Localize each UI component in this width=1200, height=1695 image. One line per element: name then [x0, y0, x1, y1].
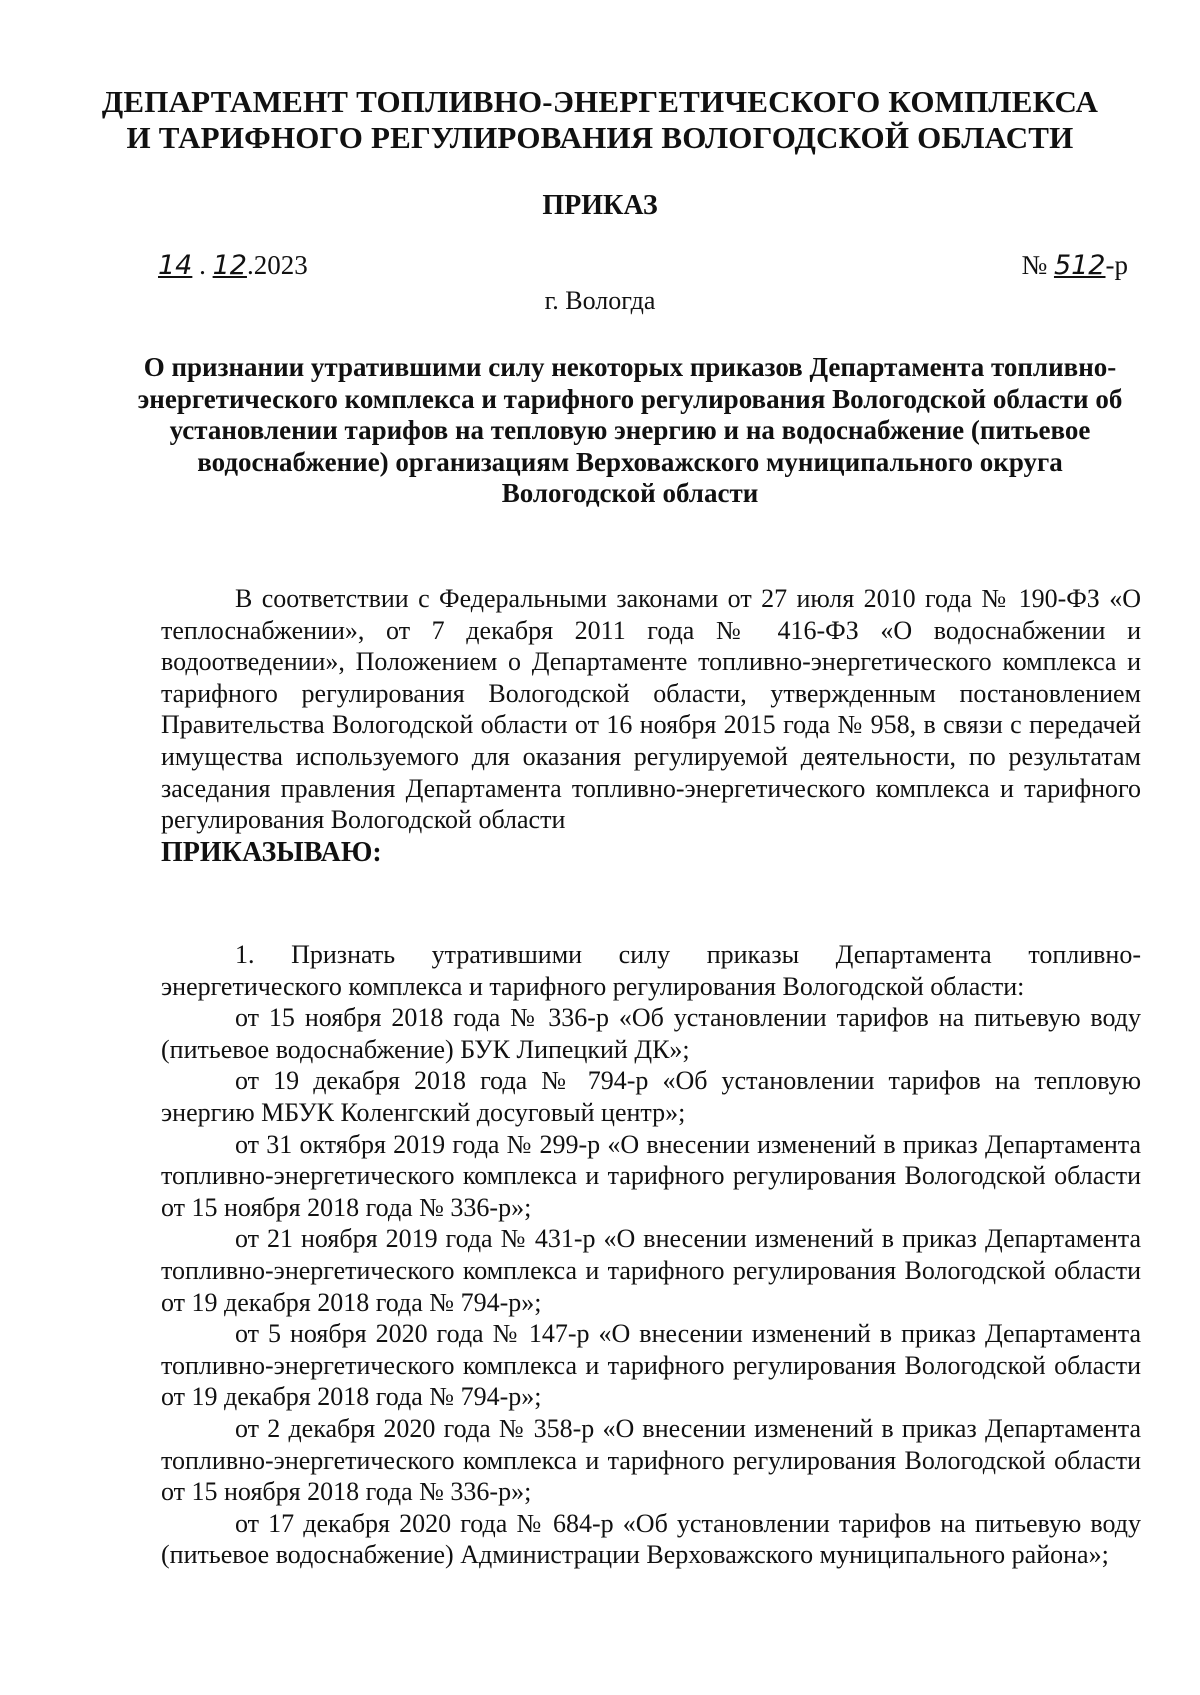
- preamble-block: [161, 583, 1141, 870]
- list-item: от 17 декабря 2020 года № 684-р «Об установлении тарифов на питьевую воду (питьевое водоснабжение) Администрации Верховажского муниципального района»;: [161, 1508, 1141, 1570]
- number-suffix: -р: [1105, 250, 1128, 280]
- order-title: О признании утратившими силу некоторых приказов Департамента топливно-энергетического комплекса и тарифного регулирования Вологодской области об установлении тарифов на тепловую энергию и на водоснабжение (питьевое водоснабжение) организациям Верховажского муниципального округа Вологодской области: [137, 352, 1123, 508]
- list-item: от 2 декабря 2020 года № 358-р «О внесении изменений в приказ Департамента топливно-энергетического комплекса и тарифного регулирования Вологодской области от 15 ноября 2018 года № 336-р»;: [161, 1413, 1141, 1507]
- date-day: 14: [158, 250, 193, 281]
- decree-word: ПРИКАЗЫВАЮ:: [161, 836, 382, 868]
- department-line-2: И ТАРИФНОГО РЕГУЛИРОВАНИЯ ВОЛОГОДСКОЙ ОБЛАСТИ: [126, 120, 1074, 155]
- date-year: .2023: [246, 250, 308, 280]
- list-item: от 5 ноября 2020 года № 147-р «О внесении изменений в приказ Департамента топливно-энергетического комплекса и тарифного регулирования Вологодской области от 19 декабря 2018 года № 794-р»;: [161, 1319, 1141, 1412]
- department-header: [0, 84, 1200, 156]
- list-item: от 21 ноября 2019 года № 431-р «О внесении изменений в приказ Департамента топливно-энергетического комплекса и тарифного регулирования Вологодской области от 19 декабря 2018 года № 794-р»;: [161, 1224, 1141, 1317]
- number-value: 512: [1053, 250, 1106, 281]
- list-item: от 15 ноября 2018 года № 336-р «Об установлении тарифов на питьевую воду (питьевое водоснабжение) БУК Липецкий ДК»;: [161, 1003, 1141, 1064]
- order-number: [1021, 250, 1128, 281]
- order-date: 14 . 12.2023: [158, 250, 308, 281]
- list-item: 1. Признать утратившими силу приказы Департамента топливно-энергетического комплекса и тарифного регулирования Вологодской области:: [161, 940, 1141, 1001]
- list-item: от 31 октября 2019 года № 299-р «О внесении изменений в приказ Департамента топливно-энергетического комплекса и тарифного регулирования Вологодской области от 15 ноября 2018 года № 336-р»;: [161, 1129, 1141, 1222]
- date-month: 12: [212, 250, 247, 281]
- list-item: от 19 декабря 2018 года № 794-р «Об установлении тарифов на тепловую энергию МБУК Коленгский досуговый центр»;: [161, 1066, 1141, 1127]
- number-prefix: №: [1021, 250, 1054, 280]
- order-items: [161, 935, 1141, 1571]
- department-line-1: ДЕПАРТАМЕНТ ТОПЛИВНО-ЭНЕРГЕТИЧЕСКОГО КОМПЛЕКСА: [101, 84, 1099, 119]
- city: г. Вологда: [544, 286, 656, 315]
- preamble-paragraph: В соответствии с Федеральными законами от 27 июля 2010 года № 190-ФЗ «О теплоснабжении», от 7 декабря 2011 года № 416-ФЗ «О водоснабжении и водоотведении», Положением о Департаменте топливно-энергетического комплекса и тарифного регулирования Вологодской области, утвержденным постановлением Правительства Вологодской области от 16 ноября 2015 года № 958, в связи с передачей имущества используемого для оказания регулируемой деятельности, по результатам заседания правления Департамента топливно-энергетического комплекса и тарифного регулирования Вологодской области: [161, 584, 1141, 835]
- doc-type-title: ПРИКАЗ: [542, 190, 658, 221]
